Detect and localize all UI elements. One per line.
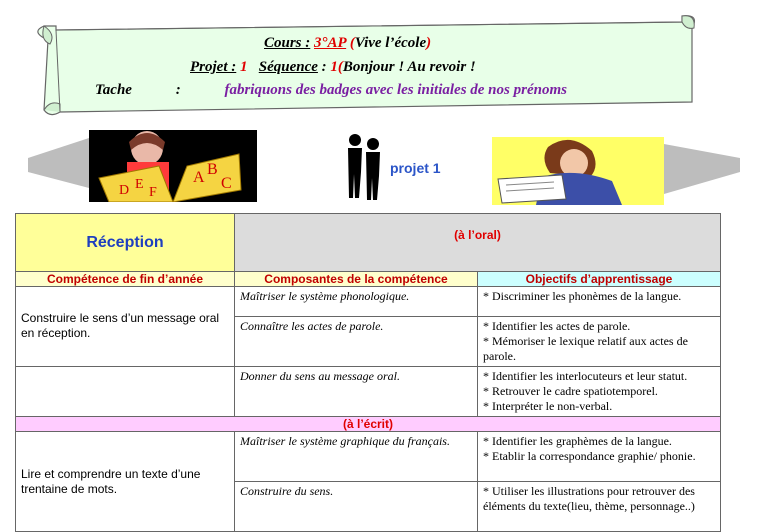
ecrit-objectifs-2: [478, 482, 721, 532]
sequence-colon: :: [321, 59, 327, 75]
illustration-row: [0, 130, 766, 210]
letter-f: F: [149, 185, 157, 200]
cours-label: Cours :: [264, 35, 311, 51]
oral-composante-1: Maîtriser le système phonologique.: [235, 287, 478, 317]
projet-value: 1: [240, 59, 248, 75]
empty-competence-cell: [16, 367, 235, 417]
objectif-item: * Identifier les actes de parole.: [483, 319, 631, 333]
oral-composante-2: Connaître les actes de parole.: [235, 317, 478, 367]
oral-competence-text: Construire le sens d’un message oral en réception.: [21, 310, 220, 340]
oral-objectifs-1: [478, 287, 721, 317]
sequence-label: Séquence: [258, 59, 318, 75]
objectif-item: * Discriminer les phonèmes de la langue.: [483, 289, 682, 303]
projet-label: Projet :: [190, 59, 237, 75]
ecrit-competence-text: Lire et comprendre un texte d’une trentaine de mots.: [21, 466, 201, 496]
objectif-item: * Mémoriser le lexique relatif aux actes de parole.: [483, 334, 688, 363]
letter-a: A: [193, 169, 205, 186]
reception-title: Réception: [16, 214, 235, 272]
ecrit-competence-cell: [16, 432, 235, 532]
two-silhouettes-icon: [345, 132, 385, 202]
tache-label: Tache: [95, 82, 132, 98]
header-composantes: Composantes de la compétence: [235, 272, 478, 287]
task-line: [95, 82, 567, 99]
cours-paren-close: ): [426, 35, 432, 51]
header-objectifs: Objectifs d’apprentissage: [478, 272, 721, 287]
letter-b: B: [207, 161, 218, 178]
objectif-item: * Identifier les graphèmes de la langue.: [483, 434, 672, 448]
child-reading-abc-image: [89, 130, 257, 202]
sequence-title: Bonjour ! Au revoir !: [342, 59, 476, 75]
header-scroll-banner: [0, 0, 766, 130]
ecrit-section-header: (à l’écrit): [16, 417, 721, 432]
ecrit-composante-1: Maîtriser le système graphique du français.: [235, 432, 478, 482]
oral-section-header: (à l’oral): [235, 214, 721, 272]
oral-objectifs-2: [478, 317, 721, 367]
cours-value: 3°AP: [314, 35, 347, 51]
objectif-item: * Etablir la correspondance graphie/ phonie.: [483, 449, 696, 463]
ecrit-objectifs-1: [478, 432, 721, 482]
project-line: [190, 59, 476, 76]
header-competence-fin-annee: Compétence de fin d’année: [16, 272, 235, 287]
projet-1-label: projet 1: [390, 160, 441, 176]
ecrit-composante-2: Construire du sens.: [235, 482, 478, 532]
tache-text: fabriquons des badges avec les initiales de nos prénoms: [224, 82, 567, 98]
woman-reading-image: [492, 137, 664, 205]
oral-composante-3: Donner du sens au message oral.: [235, 367, 478, 417]
sequence-value: 1: [330, 59, 338, 75]
tache-colon: :: [175, 82, 181, 98]
competence-table: [15, 213, 721, 532]
letter-d: D: [119, 183, 130, 198]
objectif-item: * Utiliser les illustrations pour retrouver des éléments du texte(lieu, thème, personnage..): [483, 484, 695, 513]
sequence-paren: (: [337, 59, 343, 75]
letter-e: E: [135, 177, 144, 192]
oral-competence-cell: [16, 287, 235, 367]
course-line: [264, 35, 431, 52]
cours-theme: Vive l’école: [354, 35, 427, 51]
objectif-item: * Identifier les interlocuteurs et leur statut.: [483, 369, 688, 383]
letter-c: C: [221, 175, 232, 192]
cours-paren-open: (: [349, 35, 355, 51]
objectif-item: * Retrouver le cadre spatiotemporel.: [483, 384, 658, 398]
objectif-item: * Interpréter le non-verbal.: [483, 399, 613, 413]
oral-objectifs-3: [478, 367, 721, 417]
